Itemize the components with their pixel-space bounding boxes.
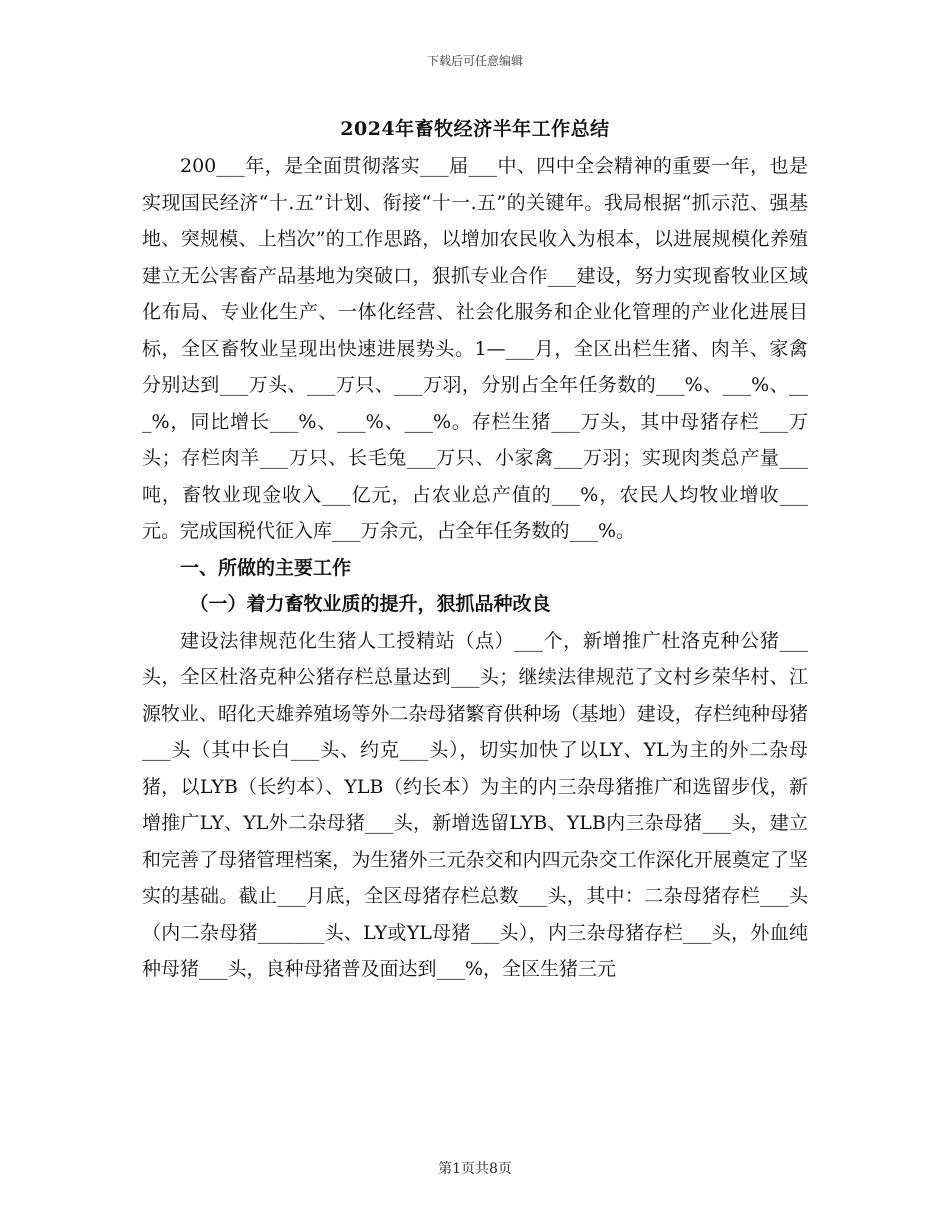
intro-paragraph: 200___年，是全面贯彻落实___届___中、四中全会精神的重要一年，也是实现国民经济“十.五”计划、衔接“十一.五”的关键年。我局根据“抓示范、强基地、突规模、上档次”的工作思路，以增加农民收入为根本，以进展规模化养殖建立无公害畜产品基地为突破口，狠抓专业合作___建设，努力实现畜牧业区域化布局、专业化生产、一体化经营、社会化服务和企业化管理的产业化进展目标，全区畜牧业呈现出快速进展势头。1—___月，全区出栏生猪、肉羊、家禽分别达到___万头、___万只、___万羽，分别占全年任务数的___%、___%、___%，同比增长___%、___%、___%。存栏生猪___万头，其中母猪存栏___万头；存栏肉羊___万只、长毛兔___万只、小家禽___万羽；实现肉类总产量___吨，畜牧业现金收入___亿元，占农业总产值的___%，农民人均牧业增收___元。完成国税代征入库___万余元，占全年任务数的___%。 [142, 155, 808, 542]
page-header-note: 下载后可任意编辑 [426, 54, 523, 68]
body-paragraph: 建设法律规范化生猪人工授精站（点）___个，新增推广杜洛克种公猪___头，全区杜洛克种公猪存栏总量达到___头；继续法律规范了文村乡荣华村、江源牧业、昭化天雄养殖场等外二杂母猪繁育供种场（基地）建设，存栏纯种母猪___头（其中长白___头、约克___头），切实加快了以LY、YL为主的外二杂母猪，以LYB（长约本）、YLB（约长本）为主的内三杂母猪推广和选留步伐，新增推广LY、YL外二杂母猪___头，新增选留LYB、YLB内三杂母猪___头，建立和完善了母猪管理档案，为生猪外三元杂交和内四元杂交工作深化开展奠定了坚实的基础。截止___月底，全区母猪存栏总数___头，其中：二杂母猪存栏___头（内二杂母猪_______头、LY或YL母猪___头），内三杂母猪存栏___头，外血纯种母猪___头，良种母猪普及面达到___%，全区生猪三元 [142, 629, 808, 980]
document-body [142, 148, 808, 988]
section-heading: 一、所做的主要工作 [180, 556, 352, 579]
subsection-heading: （一）着力畜牧业质的提升，狠抓品种改良 [189, 593, 551, 615]
document-title: 2024年畜牧经济半年工作总结 [340, 118, 610, 140]
page-number: 第1页共8页 [438, 1161, 512, 1177]
